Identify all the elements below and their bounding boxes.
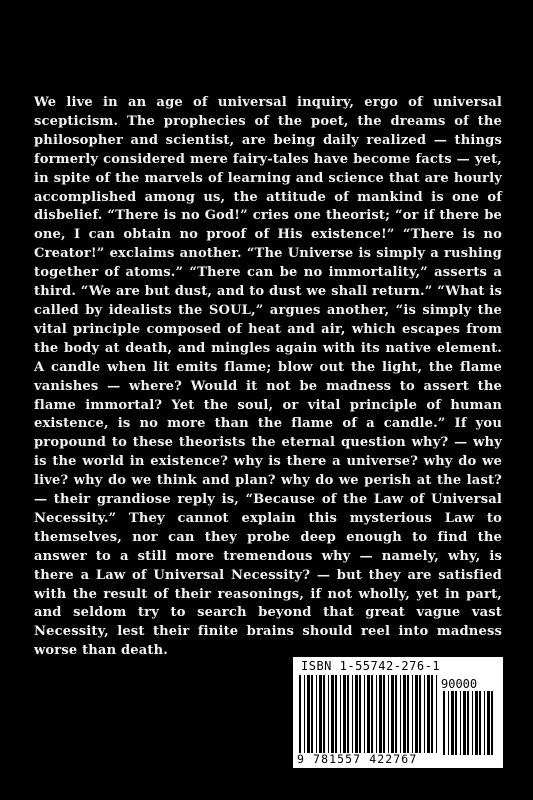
barcode-bar bbox=[355, 675, 358, 753]
barcode-bar bbox=[359, 675, 361, 753]
barcode-bar bbox=[412, 675, 413, 753]
barcode-bar bbox=[424, 675, 425, 753]
price-barcode-bars bbox=[443, 691, 495, 755]
barcode-bar bbox=[379, 675, 382, 753]
back-cover-text: We live in an age of universal inquiry, ergo of universal scepticism. The prophecies of the poet, the dreams of the philosopher and scientist, are being daily realized — things formerly considered mere fairy-tales have become facts — yet, in spite of the marvels of learning and science that are hourly accomplished among us, the attitude of mankind is one of disbelief. “There is no God!” cries one theorist; “or if there be one, I can obtain no proof of His existence!” “There is no Creator!” exclaims another. “The Universe is simply a rushing together of atoms.” “There can be no immortality,” asserts a third. “We are but dust, and to dust we shall return.” “What is called by idealists the SOUL,” argues another, “is simply the vital principle composed of heat and air, which escapes from the body at death, and mingles again with its native element. A candle when lit emits flame; blow out the light, the flame vanishes — where? Would it not be madness to assert the flame immortal? Yet the soul, or vital principle of human existence, is no more than the flame of a candle.” If you propound to these theorists the eternal question why? — why is the world in existence? why is there a universe? why do we live? why do we think and plan? why do we perish at the last? — their grandiose reply is, “Because of the Law of Universal Necessity.” They cannot explain this mysterious Law to themselves, nor can they probe deep enough to find the answer to a still more tremendous why — namely, why, is there a Law of Universal Necessity? — but they are satisfied with the result of their reasonings, if not wholly, yet in part, and seldom try to search beyond that great vague vast Necessity, lest their finite brains should reel into madness worse than death. bbox=[34, 95, 502, 659]
ean-barcode-bars bbox=[299, 675, 439, 753]
barcode-bar bbox=[340, 675, 341, 753]
price-code: 90000 bbox=[441, 677, 478, 691]
barcode-bar bbox=[331, 675, 334, 753]
barcode-bar bbox=[316, 675, 317, 753]
barcode-bar bbox=[388, 675, 389, 753]
barcode-bar bbox=[335, 675, 337, 753]
barcode-bar bbox=[311, 675, 313, 753]
barcode-bar bbox=[299, 675, 301, 753]
barcode-bar bbox=[343, 675, 346, 753]
barcode-bar bbox=[400, 675, 401, 753]
barcode-bar bbox=[455, 691, 457, 755]
barcode-bar bbox=[304, 675, 305, 753]
barcode-bar bbox=[463, 691, 466, 755]
barcode-bar bbox=[479, 691, 481, 755]
barcode-bar bbox=[367, 675, 370, 753]
barcode-bar bbox=[443, 691, 445, 755]
barcode-bar bbox=[487, 691, 490, 755]
barcode-bar bbox=[431, 675, 433, 753]
barcode-bar bbox=[364, 675, 365, 753]
barcode-bar bbox=[451, 691, 454, 755]
barcode-bar bbox=[448, 691, 449, 755]
ean-digits: 9 781557 422767 bbox=[297, 752, 418, 766]
barcode-bar bbox=[472, 691, 473, 755]
barcode-bar bbox=[403, 675, 406, 753]
barcode-bar bbox=[491, 691, 493, 755]
barcode-bar bbox=[475, 691, 478, 755]
barcode-bar bbox=[395, 675, 397, 753]
barcode-bar bbox=[376, 675, 377, 753]
barcode-bar bbox=[323, 675, 325, 753]
barcode-bar bbox=[407, 675, 409, 753]
isbn-label: ISBN 1-55742-276-1 bbox=[301, 659, 441, 673]
isbn-barcode bbox=[293, 657, 503, 768]
barcode-bar bbox=[415, 675, 418, 753]
barcode-bar bbox=[391, 675, 394, 753]
barcode-bar bbox=[427, 675, 430, 753]
barcode-bar bbox=[383, 675, 385, 753]
barcode-bar bbox=[328, 675, 329, 753]
barcode-bar bbox=[436, 675, 437, 753]
barcode-bar bbox=[419, 675, 421, 753]
barcode-bar bbox=[352, 675, 353, 753]
barcode-bar bbox=[371, 675, 373, 753]
barcode-bar bbox=[347, 675, 349, 753]
barcode-bar bbox=[319, 675, 322, 753]
barcode-bar bbox=[460, 691, 461, 755]
barcode-bar bbox=[484, 691, 485, 755]
barcode-bar bbox=[307, 675, 310, 753]
barcode-bar bbox=[467, 691, 469, 755]
